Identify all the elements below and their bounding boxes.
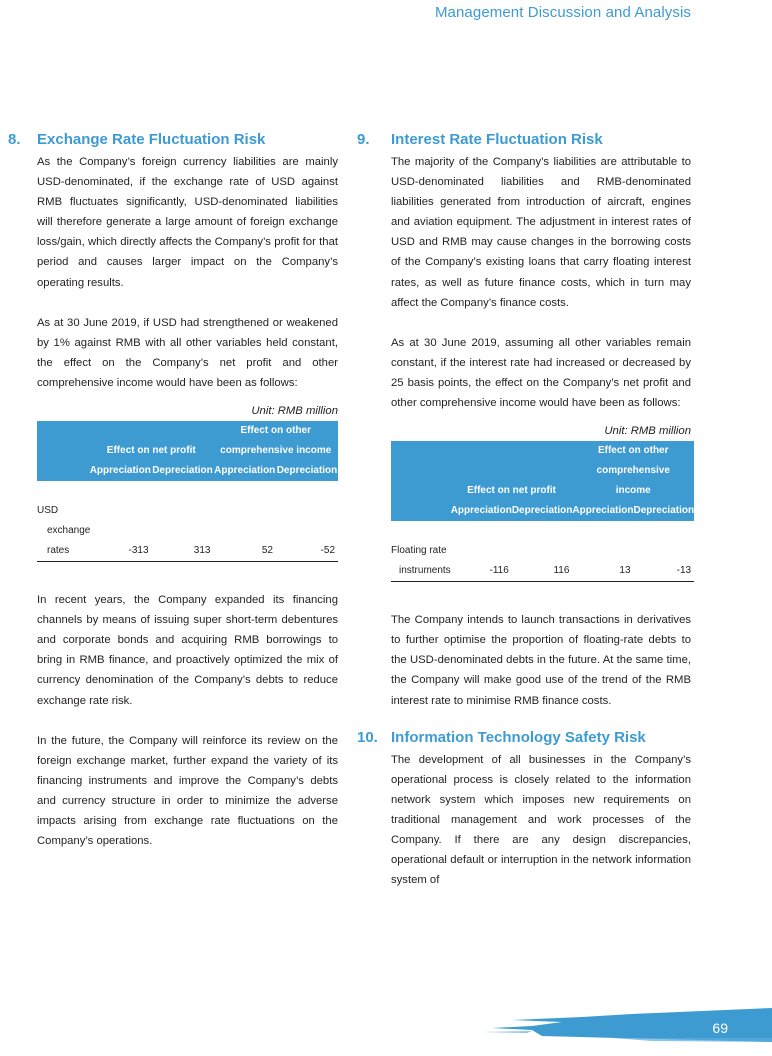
paragraph: The majority of the Company’s liabilities are attributable to USD-denominated liabilities and RMB-denominated liabilities generated from introduction of aircraft, engines and aviation equipment. The adjustment in interest rates of USD and RMB may cause changes in the borrowing costs of the Company’s existing loans that carry floating interest rates, as well as future finance costs, which in turn may affect the Company’s finance costs. — [391, 156, 691, 309]
table-column-header: Appreciation — [572, 501, 633, 521]
paragraph: As at 30 June 2019, assuming all other variables remain constant, if the interest rate had increased or decreased by 25 basis points, the effect on the Company’s net profit and other comprehensive income would have been as follows: — [391, 336, 691, 410]
table-cell: -116 — [451, 561, 512, 582]
table-row-label: instruments — [391, 561, 451, 582]
section-number: 8. — [8, 131, 21, 148]
table-column-header: Depreciation — [512, 501, 573, 521]
section-heading-it — [357, 729, 691, 746]
section-title: Exchange Rate Fluctuation Risk — [37, 131, 266, 148]
table-row-label: USD — [37, 505, 59, 517]
table-row-label: exchange — [47, 525, 91, 537]
section-heading-interest — [357, 131, 691, 148]
table-cell: -13 — [634, 561, 695, 582]
unit-label: Unit: RMB million — [604, 425, 691, 438]
page-number: 69 — [712, 1020, 728, 1036]
table-column-header: Appreciation — [89, 461, 152, 481]
section-number: 9. — [357, 131, 370, 148]
unit-label: Unit: RMB million — [251, 405, 338, 418]
table-column-header: Appreciation — [451, 501, 512, 521]
table-row-label: Floating rate — [391, 545, 447, 557]
section-title: Interest Rate Fluctuation Risk — [391, 131, 603, 148]
table-column-header: Depreciation — [276, 461, 338, 481]
section-number: 10. — [357, 728, 378, 746]
paragraph: In recent years, the Company expanded its financing channels by means of issuing super short-term debentures and corporate bonds and acquiring RMB borrowings to bring in RMB finance, and proactively optimized the mix of currency denomination of the Company’s debts to reduce exchange rate risk. — [37, 594, 338, 707]
left-column — [8, 131, 338, 851]
table-cell: -313 — [89, 541, 152, 562]
paragraph: The development of all businesses in the Company’s operational process is closely related to the information network system which imposes new requirements on traditional management and work processes of the Company. If there are any design discrepancies, operational default or interruption in the network information system of — [391, 753, 691, 887]
paragraph: As at 30 June 2019, if USD had strengthened or weakened by 1% against RMB with all other variables held constant, the effect on the Company’s net profit and other comprehensive income would have been as follows: — [37, 316, 338, 389]
table-column-header: Depreciation — [152, 461, 214, 481]
right-column — [357, 131, 695, 890]
section-title: Information Technology Safety Risk — [391, 728, 646, 746]
table-group-header: Effect on other — [572, 441, 694, 461]
table-cell: -52 — [276, 541, 338, 562]
table-cell: 116 — [512, 561, 573, 582]
table-group-header: Effect on net profit — [451, 481, 573, 501]
section-heading-exchange — [8, 131, 338, 148]
paragraph: As the Company’s foreign currency liabilities are mainly USD-denominated, if the exchange rate of USD against RMB fluctuates significantly, USD-denominated liabilities will therefore generate a large amount of foreign exchange loss/gain, which directly affects the Company’s profit for that period and causes larger impact on the Company’s operating results. — [37, 156, 338, 289]
table-group-header: Effect on other — [213, 421, 338, 441]
table-cell: 13 — [572, 561, 633, 582]
paragraph: The Company intends to launch transactions in derivatives to further optimise the proportion of floating-rate debts to the USD-denominated debts in the future. At the same time, the Company will make good use of the trend of the RMB interest rate to minimise RMB finance costs. — [391, 614, 691, 707]
table-group-header: comprehensive income — [213, 441, 338, 461]
table-group-header: Effect on net profit — [89, 441, 213, 461]
table-column-header: Depreciation — [634, 501, 695, 521]
table-column-header: Appreciation — [213, 461, 276, 481]
table-group-header: comprehensive — [572, 461, 694, 481]
table-cell: 313 — [152, 541, 214, 562]
paragraph: In the future, the Company will reinforce its review on the foreign exchange market, further expand the variety of its financing instruments and improve the Company’s debts and currency structure in order to minimize the adverse impacts arising from exchange rate fluctuations on the Company’s operations. — [37, 734, 338, 848]
running-header: Management Discussion and Analysis — [434, 4, 691, 21]
table-row — [37, 541, 338, 562]
table-cell: 52 — [213, 541, 276, 562]
table-row-label: rates — [37, 541, 89, 562]
table-row — [391, 561, 694, 582]
exchange-rate-table — [37, 421, 338, 562]
table-group-header: income — [572, 481, 694, 501]
interest-rate-table — [391, 441, 694, 582]
